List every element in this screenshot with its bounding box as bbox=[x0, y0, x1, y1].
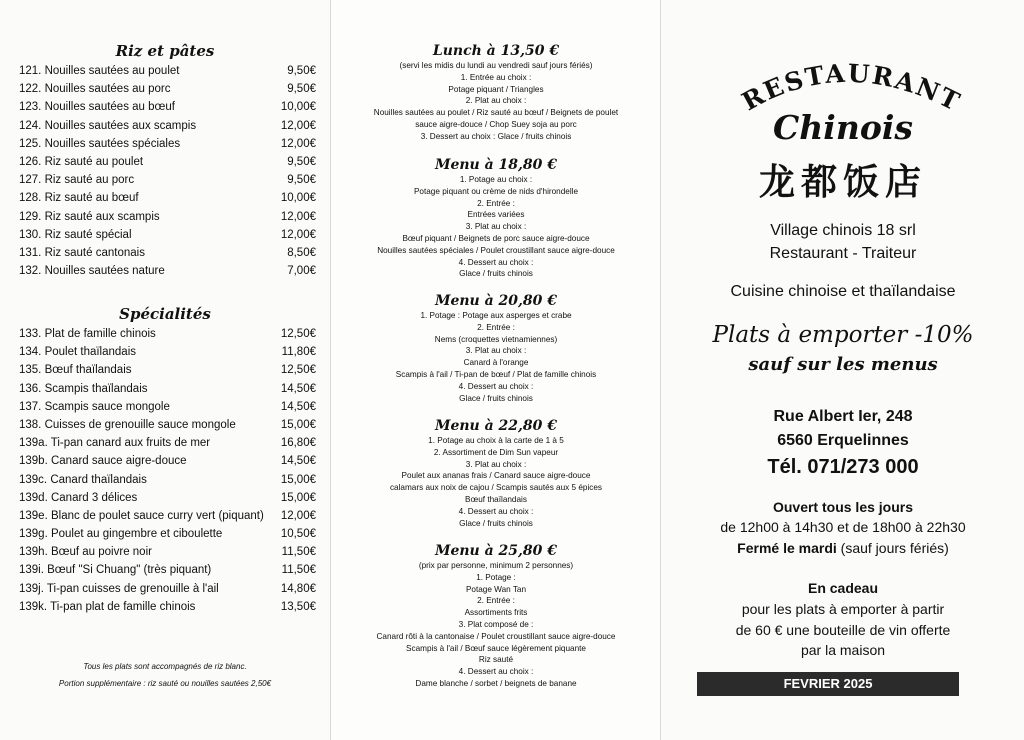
menu-line: 4. Dessert au choix : bbox=[458, 667, 534, 677]
menu-line: 1. Entrée au choix : bbox=[460, 72, 532, 82]
item-name: 132. Nouilles sautées nature bbox=[19, 265, 165, 278]
menu-line: Nems (croquettes vietnamiennes) bbox=[434, 334, 558, 344]
menu-lines bbox=[331, 560, 661, 690]
cuisine-type: Cuisine chinoise et thaïlandaise bbox=[730, 283, 956, 300]
item-name: 134. Poulet thaïlandais bbox=[19, 346, 137, 359]
menu-lunch bbox=[331, 43, 661, 143]
item-name: 127. Riz sauté au porc bbox=[19, 174, 135, 187]
item-price: 14,50€ bbox=[280, 455, 316, 468]
menu-item bbox=[0, 452, 330, 470]
item-price: 16,80€ bbox=[280, 437, 316, 450]
menu-line: Nouilles sautées au poulet / Riz sauté au bœuf / Beignets de poulet bbox=[373, 108, 619, 118]
item-name: 135. Bœuf thaïlandais bbox=[19, 364, 132, 377]
chinois-title: Chinois bbox=[773, 108, 913, 147]
menu-line: calamars aux noix de cajou / Scampis sautés aux 5 épices bbox=[389, 483, 603, 493]
opening-title: Ouvert tous les jours bbox=[772, 499, 914, 515]
menu-line: Potage piquant / Triangles bbox=[448, 84, 544, 94]
item-name: 123. Nouilles sautées au bœuf bbox=[19, 101, 175, 114]
date-banner: FEVRIER 2025 bbox=[697, 672, 959, 696]
menu-25-80 bbox=[331, 543, 661, 690]
menu-item bbox=[0, 153, 330, 171]
menu-item bbox=[0, 62, 330, 80]
menu-title: Menu à 25,80 € bbox=[434, 543, 558, 559]
menu-line: Scampis à l'ail / Ti-pan de bœuf / Plat de famille chinois bbox=[395, 369, 597, 379]
closing-day-bold: Fermé le mardi bbox=[737, 540, 837, 556]
menu-item bbox=[0, 343, 330, 361]
menu-item bbox=[0, 434, 330, 452]
item-price: 10,50€ bbox=[280, 528, 316, 541]
item-name: 136. Scampis thaïlandais bbox=[19, 382, 148, 395]
item-name: 128. Riz sauté au bœuf bbox=[19, 192, 139, 205]
menu-item bbox=[0, 543, 330, 561]
item-name: 139i. Bœuf "Si Chuang" (très piquant) bbox=[19, 564, 212, 577]
menu-line: Assortiments frits bbox=[464, 608, 528, 618]
item-price: 14,50€ bbox=[280, 382, 316, 395]
item-name: 131. Riz sauté cantonais bbox=[19, 246, 145, 259]
menu-line: 4. Dessert au choix : bbox=[458, 257, 534, 267]
menu-line: Entrées variées bbox=[467, 210, 525, 220]
takeaway-discount: Plats à emporter -10% bbox=[712, 322, 974, 348]
item-price: 8,50€ bbox=[287, 246, 316, 259]
item-name: 139d. Canard 3 délices bbox=[19, 491, 138, 504]
item-price: 9,50€ bbox=[287, 155, 316, 168]
menu-line: 1. Potage au choix à la carte de 1 à 5 bbox=[428, 436, 564, 445]
item-name: 139g. Poulet au gingembre et ciboulette bbox=[19, 528, 223, 541]
footnote-rice: Tous les plats sont accompagnés de riz blanc. bbox=[83, 662, 247, 671]
item-name: 122. Nouilles sautées au porc bbox=[19, 83, 171, 96]
menu-line: (servi les midis du lundi au vendredi sauf jours fériés) bbox=[399, 61, 593, 70]
footnote-extra-portion: Portion supplémentaire : riz sauté ou nouilles sautées 2,50€ bbox=[58, 679, 272, 688]
item-price: 7,00€ bbox=[287, 265, 316, 278]
gift-line-3: par la maison bbox=[800, 642, 886, 658]
item-price: 12,00€ bbox=[280, 137, 316, 150]
business-type: Restaurant - Traiteur bbox=[769, 245, 917, 262]
menu-line: 1. Potage : bbox=[476, 572, 516, 582]
item-price: 12,00€ bbox=[280, 509, 316, 522]
menu-lines bbox=[331, 174, 661, 280]
item-price: 12,00€ bbox=[280, 210, 316, 223]
item-name: 129. Riz sauté aux scampis bbox=[19, 210, 160, 223]
item-price: 12,00€ bbox=[280, 228, 316, 241]
item-name: 139a. Ti-pan canard aux fruits de mer bbox=[19, 437, 211, 450]
menu-line: 3. Dessert au choix : Glace / fruits chinois bbox=[420, 131, 572, 141]
phone-number: Tél. 071/273 000 bbox=[767, 456, 919, 478]
item-price: 11,50€ bbox=[281, 546, 316, 559]
menu-line: 4. Dessert au choix : bbox=[458, 381, 534, 391]
rice-list bbox=[0, 62, 330, 280]
item-price: 11,50€ bbox=[281, 564, 316, 577]
item-price: 15,00€ bbox=[280, 473, 316, 486]
menu-line: Canard à l'orange bbox=[463, 358, 529, 368]
item-name: 139c. Canard thaïlandais bbox=[19, 473, 147, 486]
item-name: 133. Plat de famille chinois bbox=[19, 328, 156, 340]
menu-line: Glace / fruits chinois bbox=[459, 269, 533, 279]
menu-line: 2. Entrée : bbox=[477, 596, 515, 606]
menu-title: Menu à 22,80 € bbox=[434, 418, 558, 434]
menu-item bbox=[0, 80, 330, 98]
menu-item bbox=[0, 489, 330, 507]
menu-line: Glace / fruits chinois bbox=[459, 393, 533, 403]
specialties-section-title: Spécialités bbox=[119, 305, 211, 323]
item-price: 13,50€ bbox=[280, 600, 316, 613]
item-price: 9,50€ bbox=[287, 65, 316, 77]
item-name: 121. Nouilles sautées au poulet bbox=[19, 65, 180, 77]
menu-line: sauce aigre-douce / Chop Suey soja au porc bbox=[415, 119, 577, 129]
menu-22-80 bbox=[331, 418, 661, 529]
item-price: 10,00€ bbox=[280, 192, 316, 205]
item-name: 138. Cuisses de grenouille sauce mongole bbox=[19, 418, 236, 431]
menu-item bbox=[0, 117, 330, 135]
item-price: 14,80€ bbox=[280, 582, 316, 595]
item-name: 139j. Ti-pan cuisses de grenouille à l'ail bbox=[19, 582, 219, 595]
menu-item bbox=[0, 525, 330, 543]
menu-line: Scampis à l'ail / Bœuf sauce légèrement piquante bbox=[406, 643, 586, 653]
menu-item bbox=[0, 98, 330, 116]
menu-item bbox=[0, 325, 330, 343]
restaurant-word: RESTAURANT bbox=[737, 58, 966, 118]
left-panel bbox=[0, 0, 330, 740]
menu-line: 1. Potage au choix : bbox=[459, 175, 533, 184]
menu-line: Dame blanche / sorbet / beignets de banane bbox=[415, 678, 577, 688]
item-name: 139e. Blanc de poulet sauce curry vert (piquant) bbox=[19, 509, 264, 522]
item-name: 137. Scampis sauce mongole bbox=[19, 400, 170, 413]
item-price: 9,50€ bbox=[287, 174, 316, 187]
menu-item bbox=[0, 580, 330, 598]
opening-hours: de 12h00 à 14h30 et de 18h00 à 22h30 bbox=[720, 519, 966, 535]
menu-item bbox=[0, 244, 330, 262]
menu-line: Riz sauté bbox=[478, 655, 514, 665]
menu-item bbox=[0, 226, 330, 244]
menu-line: Potage piquant ou crème de nids d'hirondelle bbox=[413, 186, 579, 196]
menu-item bbox=[0, 189, 330, 207]
menu-item bbox=[0, 598, 330, 616]
menu-title: Lunch à 13,50 € bbox=[432, 43, 560, 59]
item-price: 10,00€ bbox=[280, 101, 316, 114]
menu-item bbox=[0, 471, 330, 489]
item-price: 14,50€ bbox=[280, 400, 316, 413]
gift-title: En cadeau bbox=[807, 580, 879, 596]
menu-line: 3. Plat au choix : bbox=[465, 346, 527, 356]
item-name: 124. Nouilles sautées aux scampis bbox=[19, 119, 197, 132]
menu-item bbox=[0, 171, 330, 189]
menu-line: Nouilles sautées spéciales / Poulet croustillant sauce aigre-douce bbox=[377, 245, 615, 255]
middle-panel bbox=[330, 0, 660, 740]
item-price: 12,50€ bbox=[280, 364, 316, 377]
menu-line: Potage Wan Tan bbox=[465, 584, 527, 594]
menu-item bbox=[0, 361, 330, 379]
item-price: 12,50€ bbox=[280, 328, 316, 340]
menu-line: 2. Entrée : bbox=[477, 322, 515, 332]
takeaway-exception: sauf sur les menus bbox=[748, 354, 938, 375]
menu-item bbox=[0, 398, 330, 416]
menu-line: 3. Plat au choix : bbox=[465, 222, 527, 232]
item-price: 12,00€ bbox=[280, 119, 316, 132]
menu-item bbox=[0, 561, 330, 579]
menu-lines bbox=[331, 310, 661, 404]
menu-item bbox=[0, 507, 330, 525]
chinese-name: 龙都饭店 bbox=[758, 162, 927, 203]
menu-title: Menu à 20,80 € bbox=[434, 293, 558, 309]
item-name: 125. Nouilles sautées spéciales bbox=[19, 137, 181, 150]
menu-line: 2. Plat au choix : bbox=[465, 96, 527, 106]
item-price: 15,00€ bbox=[280, 418, 316, 431]
company-name: Village chinois 18 srl bbox=[770, 222, 916, 239]
menu-lines bbox=[331, 435, 661, 529]
item-name: 139k. Ti-pan plat de famille chinois bbox=[19, 600, 196, 613]
menu-line: 2. Assortiment de Dim Sun vapeur bbox=[433, 447, 559, 457]
menu-title: Menu à 18,80 € bbox=[434, 157, 558, 173]
menu-line: (prix par personne, minimum 2 personnes) bbox=[418, 561, 574, 570]
menu-line: 1. Potage : Potage aux asperges et crabe bbox=[420, 311, 572, 320]
menu-line: Bœuf thaïlandais bbox=[465, 494, 527, 504]
menu-20-80 bbox=[331, 293, 661, 404]
address-city: 6560 Erquelinnes bbox=[777, 432, 909, 449]
closing-day bbox=[661, 540, 1024, 556]
menu-line: 3. Plat au choix : bbox=[465, 459, 527, 469]
menu-line: 3. Plat composé de : bbox=[458, 619, 534, 629]
gift-line-2: de 60 € une bouteille de vin offerte bbox=[735, 622, 951, 638]
menu-line: 2. Entrée : bbox=[477, 198, 515, 208]
menu-line: Bœuf piquant / Beignets de porc sauce aigre-douce bbox=[402, 233, 590, 243]
closing-day-note: (sauf jours fériés) bbox=[836, 540, 949, 556]
menu-18-80 bbox=[331, 157, 661, 280]
menu-item bbox=[0, 380, 330, 398]
address-street: Rue Albert Ier, 248 bbox=[773, 408, 913, 425]
item-name: 139h. Bœuf au poivre noir bbox=[19, 546, 152, 559]
item-name: 130. Riz sauté spécial bbox=[19, 228, 132, 241]
item-price: 15,00€ bbox=[280, 491, 316, 504]
rice-section-title: Riz et pâtes bbox=[115, 42, 215, 60]
menu-item bbox=[0, 208, 330, 226]
menu-line: Glace / fruits chinois bbox=[459, 518, 533, 528]
menu-item bbox=[0, 262, 330, 280]
menu-line: 4. Dessert au choix : bbox=[458, 506, 534, 516]
item-price: 11,80€ bbox=[281, 346, 316, 359]
specialties-list bbox=[0, 325, 330, 616]
gift-line-1: pour les plats à emporter à partir bbox=[741, 601, 945, 617]
menu-line: Poulet aux ananas frais / Canard sauce aigre-douce bbox=[401, 471, 591, 481]
item-name: 139b. Canard sauce aigre-douce bbox=[19, 455, 187, 468]
item-name: 126. Riz sauté au poulet bbox=[19, 155, 144, 168]
menu-lines bbox=[331, 60, 661, 143]
right-panel bbox=[660, 0, 1024, 740]
item-price: 9,50€ bbox=[287, 83, 316, 96]
menu-line: Canard rôti à la cantonaise / Poulet croustillant sauce aigre-douce bbox=[376, 631, 616, 641]
menu-item bbox=[0, 135, 330, 153]
menu-item bbox=[0, 416, 330, 434]
